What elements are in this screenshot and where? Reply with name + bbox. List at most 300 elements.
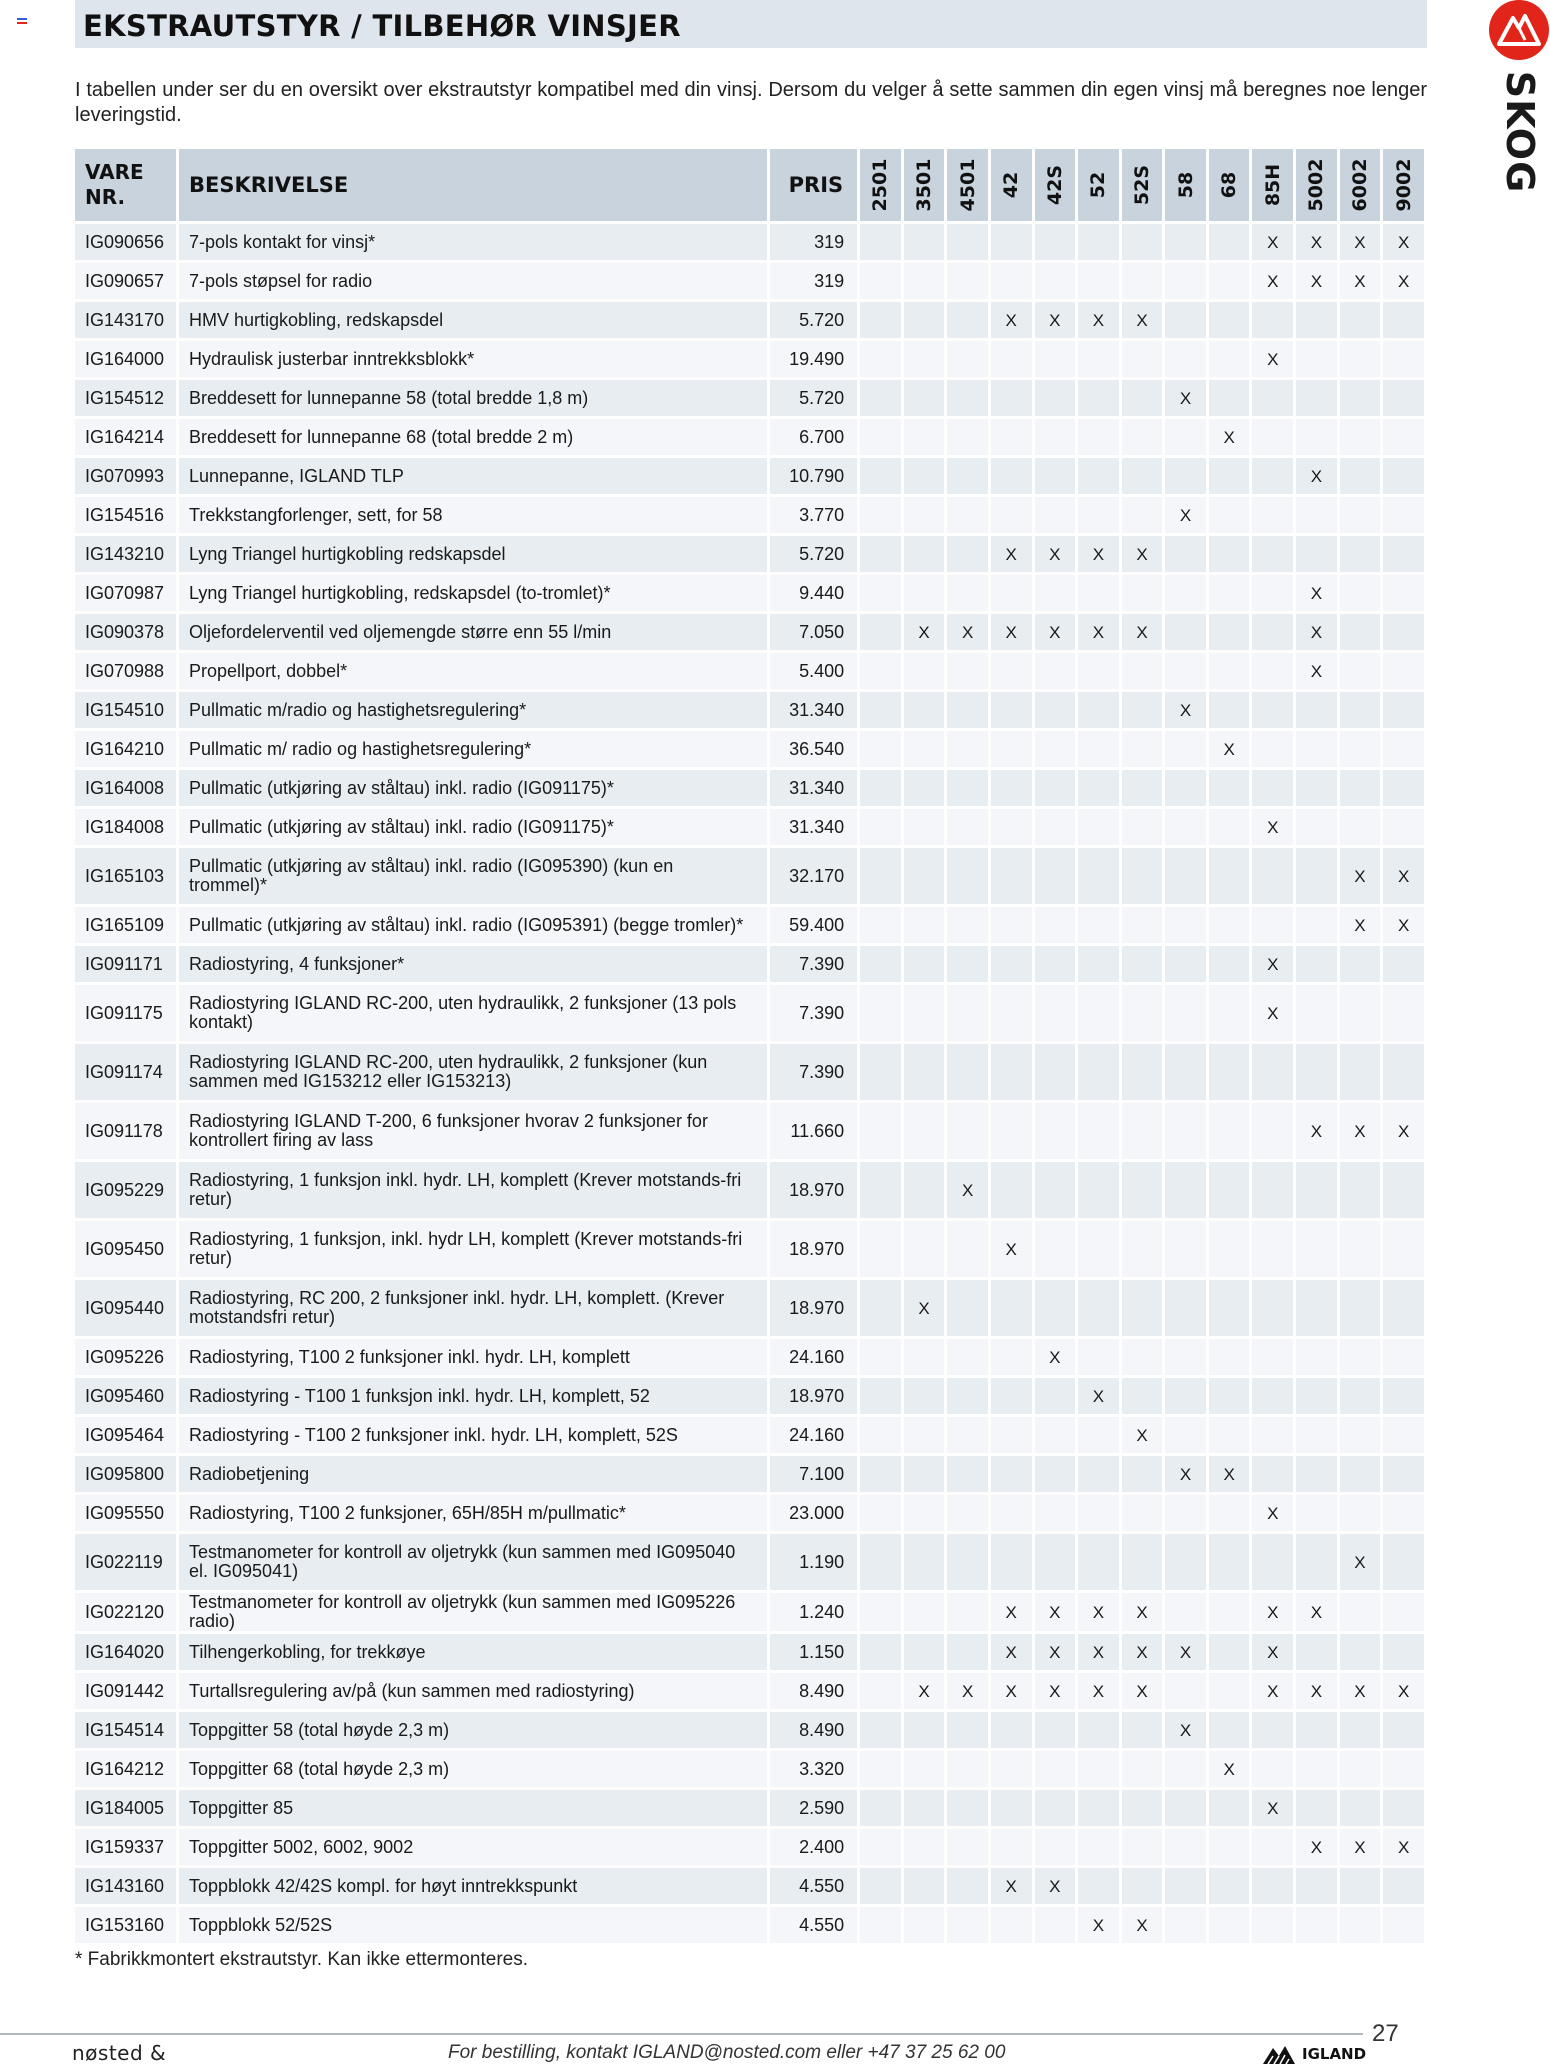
compat-mark [904, 377, 948, 416]
compat-mark: X [1340, 260, 1384, 299]
compat-mark [1383, 299, 1427, 338]
compat-mark: X [1078, 1670, 1122, 1709]
skog-mountain-icon [1489, 0, 1549, 60]
compat-mark [1078, 1826, 1122, 1865]
compat-mark [1296, 845, 1340, 904]
header-model: 4501 [947, 149, 991, 221]
compat-mark [1252, 1041, 1296, 1100]
compat-mark [1078, 1787, 1122, 1826]
compat-mark: X [1383, 904, 1427, 943]
item-description: Radiostyring, RC 200, 2 funksjoner inkl. hydr. LH, komplett. (Krever motstandsfri retur) [179, 1277, 770, 1336]
compat-mark [1165, 1904, 1209, 1943]
compat-mark [1340, 1631, 1384, 1670]
item-price: 5.720 [770, 533, 860, 572]
table-row [75, 338, 1427, 377]
compat-mark [947, 904, 991, 943]
compat-mark [1340, 806, 1384, 845]
compat-mark [1165, 1159, 1209, 1218]
item-description: Radiostyring IGLAND RC-200, uten hydraulikk, 2 funksjoner (13 pols kontakt) [179, 982, 770, 1041]
compat-mark: X [1035, 1865, 1079, 1904]
compat-mark [1209, 1492, 1253, 1531]
compat-mark [1165, 455, 1209, 494]
item-description: Breddesett for lunnepanne 58 (total bredde 1,8 m) [179, 377, 770, 416]
compat-mark [1340, 1336, 1384, 1375]
table-row [75, 1375, 1427, 1414]
item-description: Toppgitter 85 [179, 1787, 770, 1826]
compat-mark [1209, 455, 1253, 494]
compat-mark [947, 1375, 991, 1414]
compat-mark [860, 1531, 904, 1590]
compat-mark: X [1296, 1100, 1340, 1159]
compat-mark [1035, 1453, 1079, 1492]
item-description: Breddesett for lunnepanne 68 (total bredde 2 m) [179, 416, 770, 455]
compat-mark [1209, 982, 1253, 1041]
compat-mark [1296, 1531, 1340, 1590]
table-row [75, 1787, 1427, 1826]
compat-mark [1035, 806, 1079, 845]
item-number: IG090378 [75, 611, 179, 650]
table-row [75, 1748, 1427, 1787]
compat-mark [947, 1748, 991, 1787]
item-price: 1.150 [770, 1631, 860, 1670]
compat-mark [1296, 1865, 1340, 1904]
compat-mark [904, 1631, 948, 1670]
compat-mark [1122, 1277, 1166, 1336]
compat-mark [1383, 728, 1427, 767]
compat-mark [1209, 1277, 1253, 1336]
compat-mark [1340, 1218, 1384, 1277]
item-price: 5.720 [770, 377, 860, 416]
compat-mark [1296, 494, 1340, 533]
compat-mark [1165, 1826, 1209, 1865]
compat-mark [1122, 1453, 1166, 1492]
item-price: 7.390 [770, 943, 860, 982]
compat-mark [1035, 1100, 1079, 1159]
compat-mark [1383, 1865, 1427, 1904]
compat-mark [860, 1826, 904, 1865]
compat-mark [947, 1590, 991, 1631]
table-row [75, 1865, 1427, 1904]
compat-mark [1209, 904, 1253, 943]
compat-mark [991, 904, 1035, 943]
table-row [75, 904, 1427, 943]
compat-mark [904, 572, 948, 611]
compat-mark [1296, 943, 1340, 982]
compat-mark [1340, 767, 1384, 806]
compat-mark [1165, 1748, 1209, 1787]
compat-mark [1383, 1375, 1427, 1414]
compat-mark: X [1122, 1904, 1166, 1943]
compat-mark: X [1035, 1631, 1079, 1670]
page-title: EKSTRAUTSTYR / TILBEHØR VINSJER [83, 9, 681, 43]
item-description: Radiostyring - T100 2 funksjoner inkl. hydr. LH, komplett, 52S [179, 1414, 770, 1453]
compat-mark [1383, 1277, 1427, 1336]
compat-mark [947, 455, 991, 494]
compat-mark [1078, 1865, 1122, 1904]
item-number: IG154510 [75, 689, 179, 728]
header-model: 9002 [1383, 149, 1427, 221]
compat-mark [1340, 533, 1384, 572]
item-number: IG095226 [75, 1336, 179, 1375]
compat-mark: X [1340, 221, 1384, 260]
item-number: IG095440 [75, 1277, 179, 1336]
compat-mark [1122, 1336, 1166, 1375]
compat-mark [1209, 689, 1253, 728]
compat-mark [1252, 1904, 1296, 1943]
compat-mark [1209, 611, 1253, 650]
compat-mark [1122, 377, 1166, 416]
compat-mark [1383, 689, 1427, 728]
header-beskrivelse: BESKRIVELSE [179, 149, 770, 221]
table-row [75, 1709, 1427, 1748]
compat-mark [991, 494, 1035, 533]
table-row [75, 845, 1427, 904]
compat-mark [947, 1277, 991, 1336]
item-description: Lyng Triangel hurtigkobling redskapsdel [179, 533, 770, 572]
compat-mark [860, 377, 904, 416]
compat-mark [1209, 943, 1253, 982]
compat-mark [1340, 1865, 1384, 1904]
compat-mark [991, 1100, 1035, 1159]
compat-mark [904, 1826, 948, 1865]
compat-mark [947, 1787, 991, 1826]
compat-mark [947, 1041, 991, 1100]
compat-mark [1209, 1709, 1253, 1748]
item-number: IG022120 [75, 1590, 179, 1631]
compat-mark [860, 806, 904, 845]
compat-mark [991, 767, 1035, 806]
compat-mark: X [1122, 1631, 1166, 1670]
compat-mark [1252, 728, 1296, 767]
compat-mark: X [991, 299, 1035, 338]
compat-mark: X [1296, 650, 1340, 689]
compat-mark [947, 338, 991, 377]
compat-mark [904, 1709, 948, 1748]
compat-mark [1078, 1453, 1122, 1492]
compat-mark: X [1340, 1100, 1384, 1159]
compat-mark [1035, 1787, 1079, 1826]
compat-mark [1035, 494, 1079, 533]
compat-mark [1035, 260, 1079, 299]
compat-mark [1078, 943, 1122, 982]
compat-mark [860, 982, 904, 1041]
compat-mark: X [1296, 455, 1340, 494]
compat-mark [1252, 689, 1296, 728]
item-description: Oljefordelerventil ved oljemengde større enn 55 l/min [179, 611, 770, 650]
compat-mark [1340, 1041, 1384, 1100]
compat-mark [1209, 377, 1253, 416]
compat-mark [1209, 1826, 1253, 1865]
compat-mark [904, 1748, 948, 1787]
compat-mark [1296, 982, 1340, 1041]
compat-mark [904, 338, 948, 377]
compat-mark [1252, 1709, 1296, 1748]
compat-mark [1078, 338, 1122, 377]
item-number: IG095460 [75, 1375, 179, 1414]
compat-mark: X [1078, 1904, 1122, 1943]
compat-mark [1296, 1041, 1340, 1100]
accessory-table [75, 149, 1427, 1943]
compat-mark [1165, 1336, 1209, 1375]
compat-mark [1035, 943, 1079, 982]
compat-mark [1209, 1159, 1253, 1218]
compat-mark [1209, 533, 1253, 572]
compat-mark [1209, 1414, 1253, 1453]
compat-mark [947, 650, 991, 689]
compat-mark [1252, 572, 1296, 611]
header-model: 58 [1165, 149, 1209, 221]
compat-mark [1383, 1159, 1427, 1218]
table-row [75, 1492, 1427, 1531]
table-row [75, 689, 1427, 728]
compat-mark [1078, 904, 1122, 943]
item-price: 319 [770, 260, 860, 299]
compat-mark [1340, 494, 1384, 533]
compat-mark: X [1165, 1453, 1209, 1492]
compat-mark [1209, 1336, 1253, 1375]
compat-mark [860, 904, 904, 943]
item-description: Testmanometer for kontroll av oljetrykk (kun sammen med IG095040 el. IG095041) [179, 1531, 770, 1590]
compat-mark [1078, 260, 1122, 299]
item-price: 10.790 [770, 455, 860, 494]
header-model: 42S [1035, 149, 1079, 221]
compat-mark [1122, 1826, 1166, 1865]
compat-mark [1035, 982, 1079, 1041]
compat-mark [904, 1590, 948, 1631]
compat-mark [947, 845, 991, 904]
compat-mark [1209, 1375, 1253, 1414]
compat-mark: X [991, 611, 1035, 650]
table-row [75, 494, 1427, 533]
compat-mark [1035, 416, 1079, 455]
compat-mark [1340, 982, 1384, 1041]
compat-mark [904, 260, 948, 299]
compat-mark [991, 943, 1035, 982]
compat-mark [1078, 1531, 1122, 1590]
igland-mountain-icon [1262, 2043, 1296, 2065]
item-price: 1.240 [770, 1590, 860, 1631]
compat-mark [860, 767, 904, 806]
item-price: 31.340 [770, 806, 860, 845]
compat-mark [1209, 1218, 1253, 1277]
item-price: 31.340 [770, 767, 860, 806]
item-number: IG154512 [75, 377, 179, 416]
compat-mark [1296, 416, 1340, 455]
compat-mark [904, 1787, 948, 1826]
compat-mark [1165, 260, 1209, 299]
compat-mark [1078, 416, 1122, 455]
footer-logo: IGLAND [1262, 2042, 1366, 2066]
compat-mark [1296, 1709, 1340, 1748]
compat-mark: X [1035, 1670, 1079, 1709]
compat-mark [904, 1453, 948, 1492]
item-number: IG165109 [75, 904, 179, 943]
compat-mark [1296, 806, 1340, 845]
compat-mark [1122, 650, 1166, 689]
compat-mark [1122, 455, 1166, 494]
compat-mark [1209, 767, 1253, 806]
compat-mark: X [1209, 1748, 1253, 1787]
compat-mark [1209, 845, 1253, 904]
compat-mark [904, 982, 948, 1041]
compat-mark [1296, 904, 1340, 943]
compat-mark: X [1122, 299, 1166, 338]
compat-mark: X [1383, 221, 1427, 260]
compat-mark [947, 767, 991, 806]
compat-mark [860, 494, 904, 533]
compat-mark [1340, 1709, 1384, 1748]
compat-mark [904, 728, 948, 767]
compat-mark [1340, 416, 1384, 455]
header-model: 6002 [1340, 149, 1384, 221]
compat-mark [947, 1904, 991, 1943]
table-row [75, 767, 1427, 806]
compat-mark [860, 650, 904, 689]
compat-mark [1209, 1787, 1253, 1826]
compat-mark [1209, 338, 1253, 377]
compat-mark: X [1252, 221, 1296, 260]
compat-mark [1209, 650, 1253, 689]
item-description: Propellport, dobbel* [179, 650, 770, 689]
compat-mark [1122, 728, 1166, 767]
compat-mark [1078, 1277, 1122, 1336]
compat-mark [1165, 904, 1209, 943]
compat-mark: X [1296, 1670, 1340, 1709]
compat-mark [1340, 943, 1384, 982]
compat-mark: X [1340, 1670, 1384, 1709]
compat-mark [1078, 572, 1122, 611]
compat-mark: X [1122, 533, 1166, 572]
item-price: 19.490 [770, 338, 860, 377]
compat-mark [1252, 1865, 1296, 1904]
compat-mark [860, 533, 904, 572]
compat-mark [1252, 904, 1296, 943]
item-price: 4.550 [770, 1865, 860, 1904]
compat-mark [1035, 767, 1079, 806]
item-number: IG091178 [75, 1100, 179, 1159]
compat-mark: X [1296, 572, 1340, 611]
compat-mark [1340, 689, 1384, 728]
table-row [75, 806, 1427, 845]
item-number: IG143170 [75, 299, 179, 338]
compat-mark [1383, 416, 1427, 455]
compat-mark [1035, 455, 1079, 494]
compat-mark [1383, 455, 1427, 494]
item-price: 59.400 [770, 904, 860, 943]
compat-mark: X [991, 1218, 1035, 1277]
compat-mark [1035, 689, 1079, 728]
compat-mark [947, 260, 991, 299]
compat-mark [1252, 1414, 1296, 1453]
table-header-row [75, 149, 1427, 221]
compat-mark [1122, 1492, 1166, 1531]
item-description: Pullmatic (utkjøring av ståltau) inkl. radio (IG095391) (begge tromler)* [179, 904, 770, 943]
compat-mark [1078, 221, 1122, 260]
item-price: 31.340 [770, 689, 860, 728]
compat-mark [904, 455, 948, 494]
item-price: 18.970 [770, 1277, 860, 1336]
compat-mark [860, 1631, 904, 1670]
compat-mark [1165, 416, 1209, 455]
compat-mark [1296, 338, 1340, 377]
compat-mark [1340, 728, 1384, 767]
item-description: Lyng Triangel hurtigkobling, redskapsdel (to-tromlet)* [179, 572, 770, 611]
compat-mark: X [1078, 533, 1122, 572]
compat-mark [904, 1336, 948, 1375]
table-row [75, 1590, 1427, 1631]
compat-mark [1078, 1159, 1122, 1218]
compat-mark [1165, 982, 1209, 1041]
compat-mark [860, 1787, 904, 1826]
compat-mark [1122, 1218, 1166, 1277]
compat-mark [1165, 1414, 1209, 1453]
compat-mark [1252, 494, 1296, 533]
compat-mark [860, 1336, 904, 1375]
compat-mark [991, 1787, 1035, 1826]
compat-mark [1340, 572, 1384, 611]
table-row [75, 572, 1427, 611]
compat-mark [1035, 1375, 1079, 1414]
compat-mark [1296, 1631, 1340, 1670]
compat-mark [1383, 943, 1427, 982]
compat-mark [991, 650, 1035, 689]
item-number: IG143210 [75, 533, 179, 572]
compat-mark [1122, 982, 1166, 1041]
item-price: 36.540 [770, 728, 860, 767]
compat-mark [1209, 572, 1253, 611]
table-row [75, 1453, 1427, 1492]
compat-mark [1122, 806, 1166, 845]
compat-mark [1122, 904, 1166, 943]
compat-mark [904, 806, 948, 845]
compat-mark [1383, 1531, 1427, 1590]
compat-mark [991, 1375, 1035, 1414]
compat-mark [1383, 1748, 1427, 1787]
item-description: Radiostyring, T100 2 funksjoner inkl. hydr. LH, komplett [179, 1336, 770, 1375]
compat-mark [1078, 806, 1122, 845]
compat-mark [991, 260, 1035, 299]
compat-mark [1340, 650, 1384, 689]
item-number: IG070987 [75, 572, 179, 611]
compat-mark [904, 1159, 948, 1218]
compat-mark: X [1383, 1826, 1427, 1865]
compat-mark: X [1078, 299, 1122, 338]
compat-mark: X [1252, 982, 1296, 1041]
footer-contact: For bestilling, kontakt IGLAND@nosted.com eller +47 37 25 62 00 [448, 2042, 1006, 2063]
compat-mark [1122, 494, 1166, 533]
table-row [75, 1826, 1427, 1865]
item-description: Toppblokk 52/52S [179, 1904, 770, 1943]
compat-mark [1383, 338, 1427, 377]
compat-mark [904, 1492, 948, 1531]
corner-mark [17, 18, 27, 26]
header-vare-nr: VARE NR. [75, 149, 179, 221]
compat-mark [1252, 1218, 1296, 1277]
compat-mark [1165, 1100, 1209, 1159]
compat-mark [1340, 1787, 1384, 1826]
compat-mark [1383, 1218, 1427, 1277]
table-row [75, 1218, 1427, 1277]
table-row [75, 1100, 1427, 1159]
item-number: IG091171 [75, 943, 179, 982]
compat-mark: X [1383, 1100, 1427, 1159]
compat-mark [1252, 533, 1296, 572]
table-row [75, 533, 1427, 572]
compat-mark [947, 572, 991, 611]
compat-mark: X [947, 611, 991, 650]
compat-mark [1296, 377, 1340, 416]
compat-mark: X [947, 1670, 991, 1709]
